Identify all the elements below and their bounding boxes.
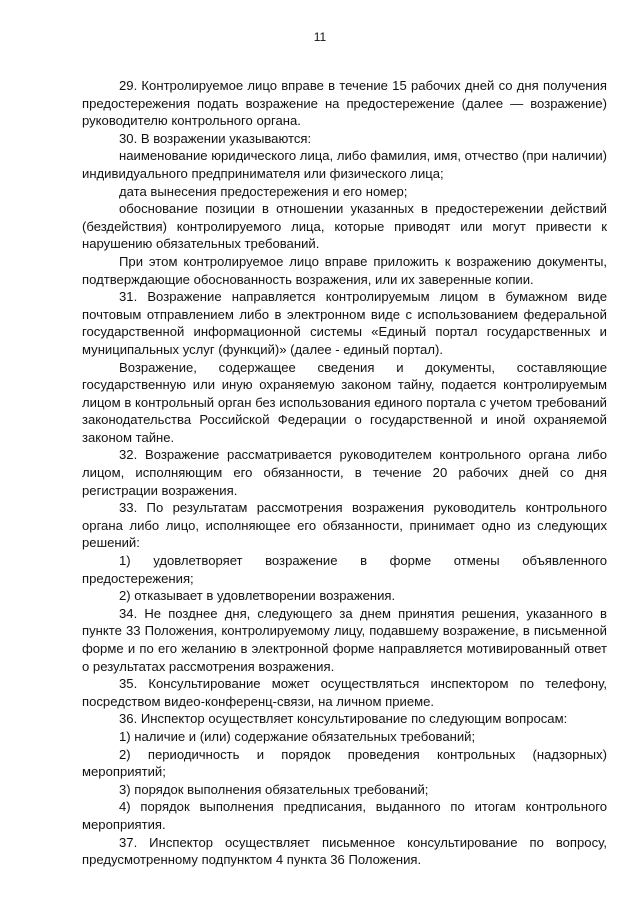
document-body bbox=[82, 77, 607, 869]
paragraph-30-item-justification: обоснование позиции в отношении указанных в предостережении действий (бездействия) контролируемого лица, которые приводят или могут привести к нарушению обязательных требований. bbox=[82, 201, 607, 252]
paragraph-30-item-name: наименование юридического лица, либо фамилия, имя, отчество (при наличии) индивидуального предпринимателя или физического лица; bbox=[82, 148, 607, 181]
paragraph-35: 35. Консультирование может осуществляться инспектором по телефону, посредством видео-конференц-связи, на личном приеме. bbox=[82, 676, 607, 709]
paragraph-31-secret: Возражение, содержащее сведения и документы, составляющие государственную или иную охраняемую законом тайну, подается контролируемым лицом в контрольный орган без использования единого портала с учетом требований законодательства Российской Федерации о государственной и иной охраняемой законом тайне. bbox=[82, 359, 607, 445]
paragraph-30-item-date: дата вынесения предостережения и его номер; bbox=[119, 183, 408, 199]
paragraph-29: 29. Контролируемое лицо вправе в течение 15 рабочих дней со дня получения предостережения подать возражение на предостережение (далее — возражение) руководителю контрольного органа. bbox=[82, 78, 607, 129]
paragraph-36-item-3: 3) порядок выполнения обязательных требований; bbox=[119, 781, 429, 797]
paragraph-30: 30. В возражении указываются: bbox=[119, 130, 312, 146]
paragraph-36-item-4: 4) порядок выполнения предписания, выданного по итогам контрольного мероприятия. bbox=[82, 799, 607, 832]
paragraph-37: 37. Инспектор осуществляет письменное консультирование по вопросу, предусмотренному подпунктом 4 пункта 36 Положения. bbox=[82, 834, 607, 868]
paragraph-33-item-2: 2) отказывает в удовлетворении возражения. bbox=[119, 588, 396, 604]
paragraph-33-item-1: 1) удовлетворяет возражение в форме отмены объявленного предостережения; bbox=[82, 553, 607, 586]
paragraph-31: 31. Возражение направляется контролируемым лицом в бумажном виде почтовым отправлением либо в электронном виде с использованием федеральной государственной информационной системы «Единый портал государственных и муниципальных услуг (функций)» (далее - единый портал). bbox=[82, 289, 607, 357]
paragraph-36-item-2: 2) периодичность и порядок проведения контрольных (надзорных) мероприятий; bbox=[82, 746, 607, 780]
paragraph-32: 32. Возражение рассматривается руководителем контрольного органа либо лицом, исполняющим его обязанности, в течение 20 рабочих дней со дня регистрации возражения. bbox=[82, 447, 607, 498]
page-number: 11 bbox=[313, 30, 327, 44]
paragraph-36-item-1: 1) наличие и (или) содержание обязательных требований; bbox=[119, 728, 476, 744]
paragraph-36: 36. Инспектор осуществляет консультирование по следующим вопросам: bbox=[119, 711, 568, 727]
paragraph-33: 33. По результатам рассмотрения возражения руководитель контрольного органа либо лицо, исполняющее его обязанности, принимает одно из следующих решений: bbox=[82, 500, 607, 551]
paragraph-30-attachments: При этом контролируемое лицо вправе приложить к возражению документы, подтверждающие обоснованность возражения, или их заверенные копии. bbox=[82, 253, 607, 287]
paragraph-34: 34. Не позднее дня, следующего за днем принятия решения, указанного в пункте 33 Положения, контролируемому лицу, подавшему возражение, в письменной форме и по его желанию в электронной форме направляется мотивированный ответ о результатах рассмотрения возражения. bbox=[82, 605, 607, 674]
